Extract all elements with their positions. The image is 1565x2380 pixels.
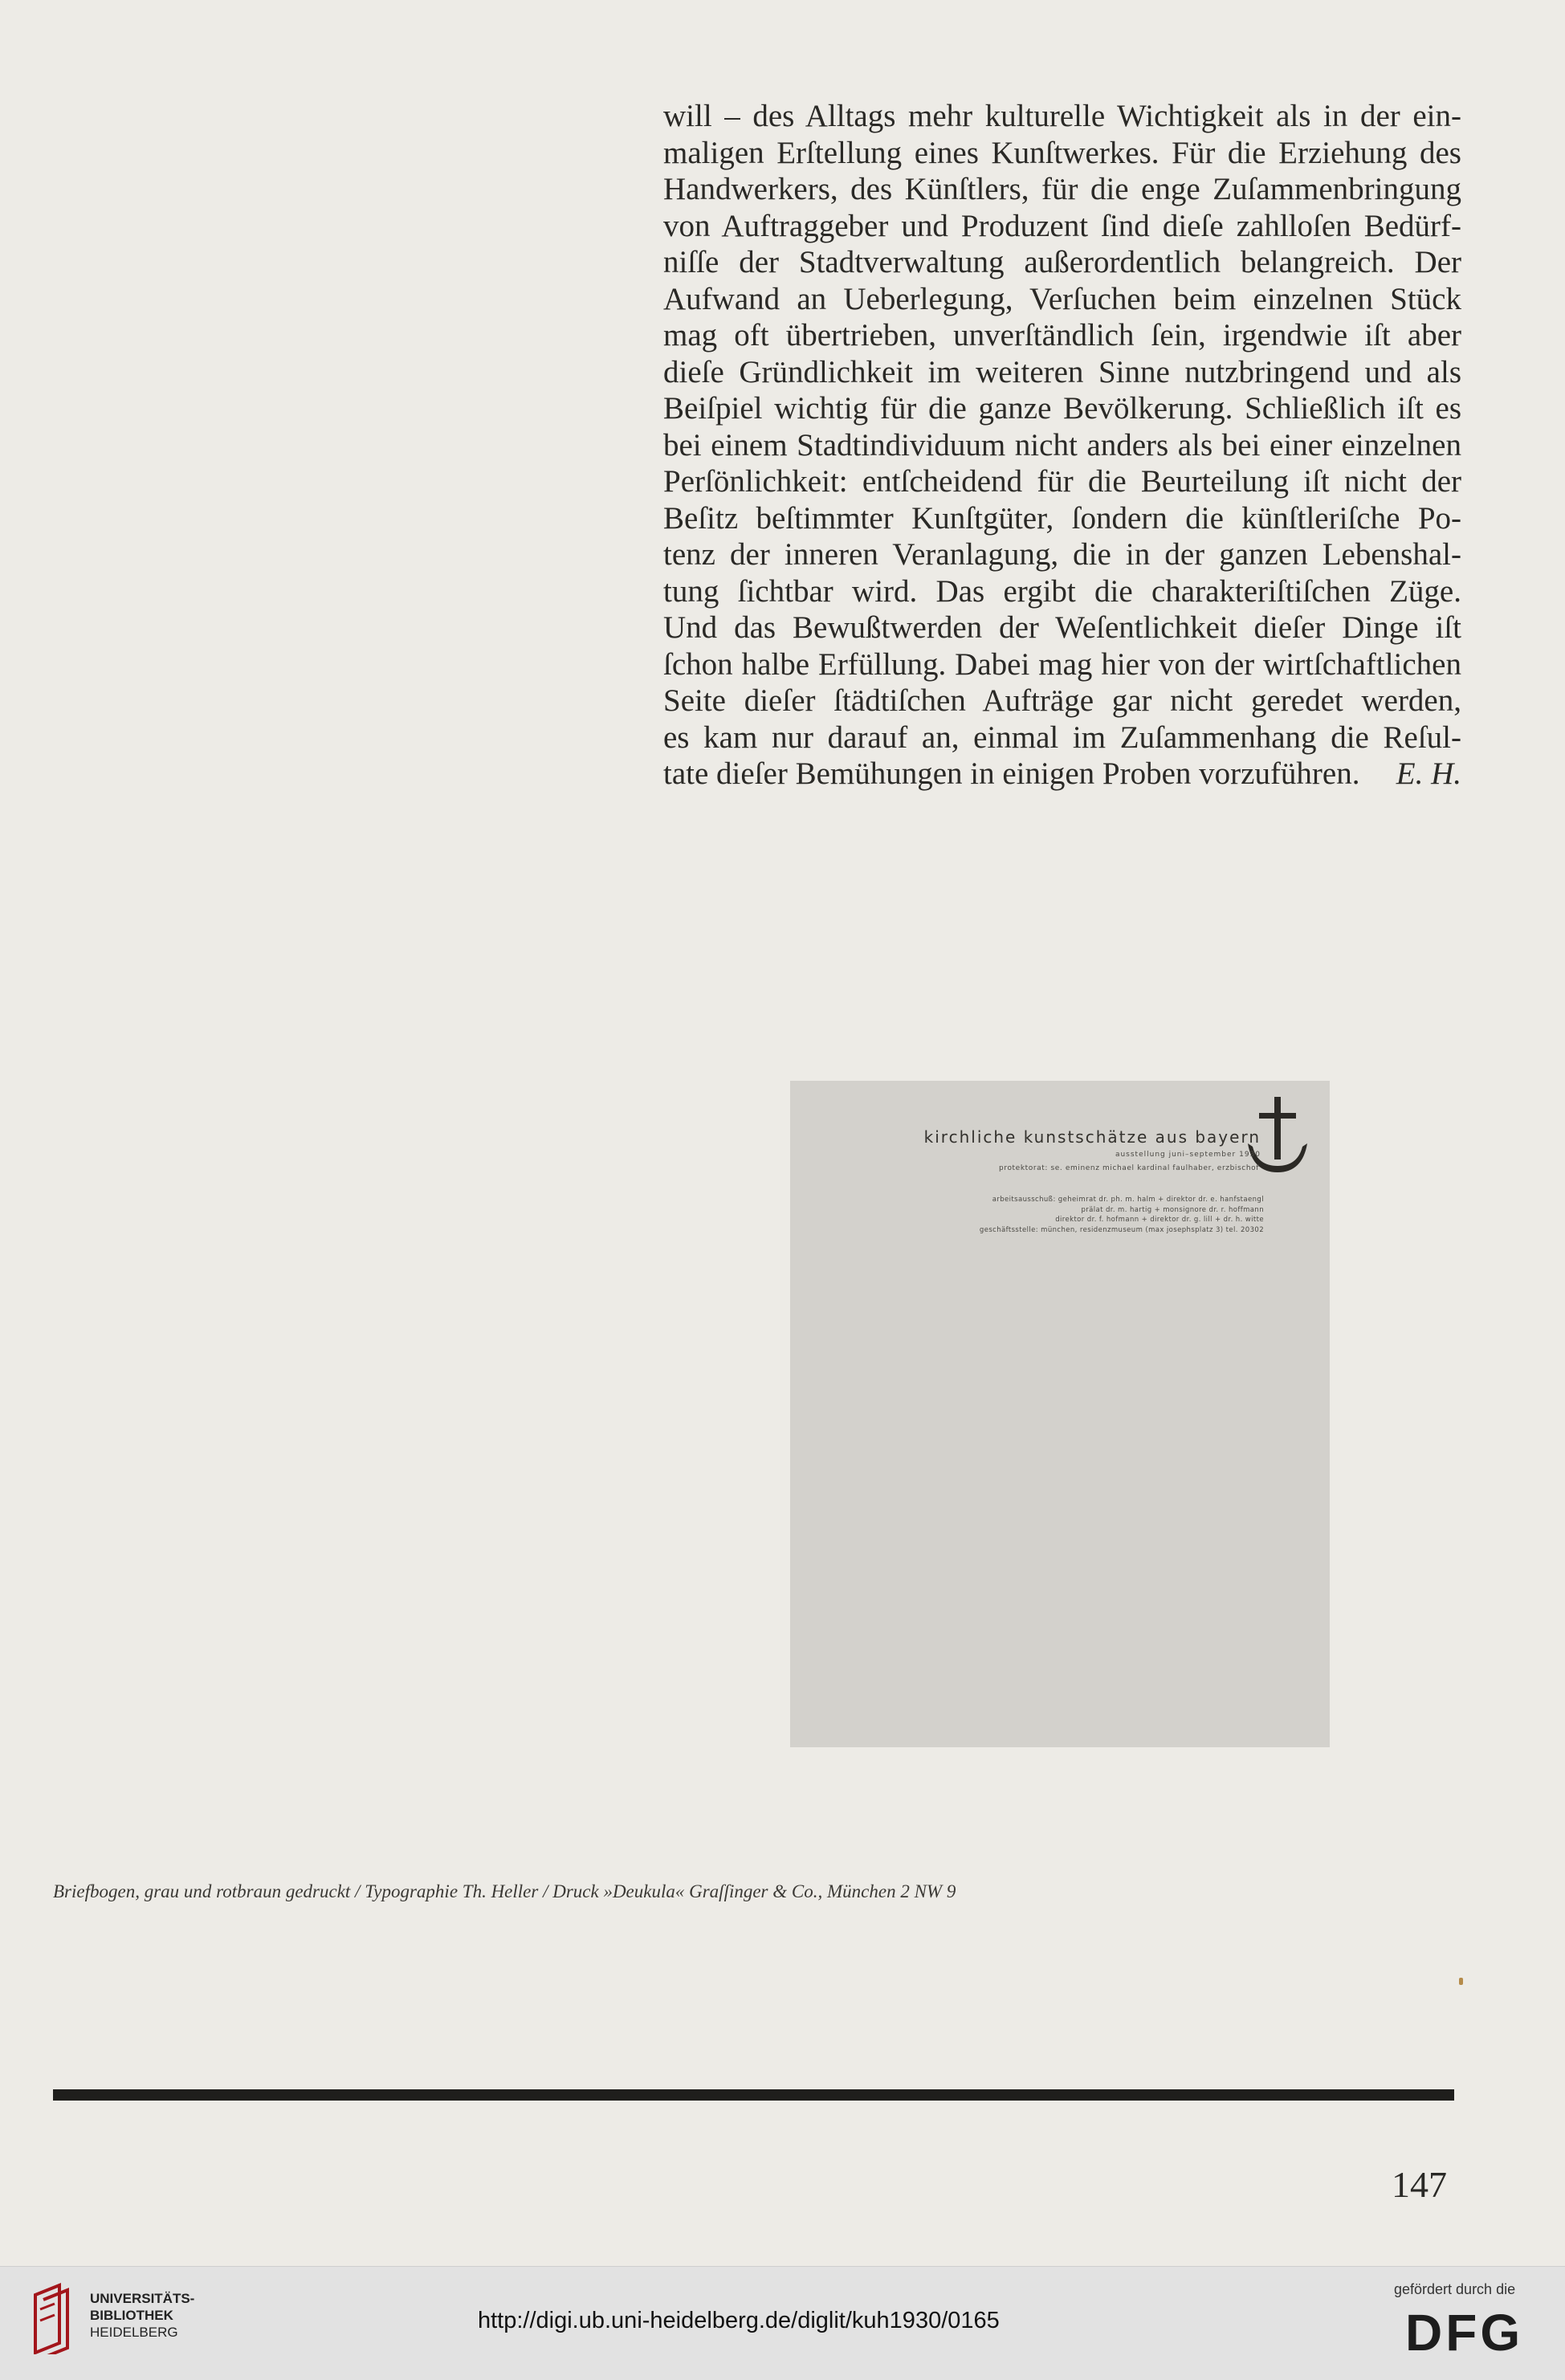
letterhead-protektorat: protektorat: se. eminenz michael kardinal faulhaber, erzbischof (999, 1164, 1259, 1172)
letterhead-committee-line: geschäftsstelle: münchen, residenzmuseum (max josephsplatz 3) tel. 20302 (979, 1225, 1264, 1234)
body-text (663, 98, 1461, 793)
body-line: mag oft übertrieben, unverſtändlich ſein, irgendwie iſt aber (663, 318, 1461, 353)
paper-speck (1459, 1978, 1463, 1985)
body-line: Perſönlichkeit: entſcheidend für die Beurteilung iſt nicht der (663, 464, 1461, 499)
body-line: niſſe der Stadtverwaltung außerordentlich belangreich. Der (663, 245, 1461, 279)
letterhead-committee-line: arbeitsausschuß: geheimrat dr. ph. m. halm + direktor dr. e. hanfstaengl (992, 1196, 1264, 1204)
body-line: von Auftraggeber und Produzent ſind dieſe zahlloſen Bedürf- (663, 208, 1461, 243)
body-line: tenz der inneren Veranlagung, die in der ganzen Lebenshal- (663, 537, 1461, 572)
body-line: Beſitz beſtimmter Kunſtgüter, ſondern die künſtleriſche Po- (663, 500, 1461, 536)
figure-caption: Briefbogen, grau und rotbraun gedruckt / Typographie Th. Heller / Druck »Deukula« Graſſinger & Co., München 2 NW 9 (53, 1881, 956, 1901)
letterhead-committee (835, 1195, 1264, 1235)
horizontal-rule (53, 2089, 1454, 2101)
body-line: es kam nur darauf an, einmal im Zuſammenhang die Reſul- (663, 719, 1461, 755)
page-number: 147 (1392, 2164, 1447, 2205)
letterhead-committee-line: prälat dr. m. hartig + monsignore dr. r. hoffmann (1081, 1205, 1264, 1214)
permalink-url[interactable]: http://digi.ub.uni-heidelberg.de/diglit/kuh1930/0165 (478, 2308, 1000, 2333)
body-line: Handwerkers, des Künſtlers, für die enge Zuſammenbringung (663, 172, 1461, 206)
letterhead-committee-line: direktor dr. f. hofmann + direktor dr. g. lill + dr. h. witte (1055, 1216, 1264, 1224)
body-line: bei einem Stadtindividuum nicht anders als bei einer einzelnen (663, 427, 1461, 463)
body-line: Und das Bewußtwerden der Weſentlichkeit dieſer Dinge iſt (663, 610, 1461, 645)
letterhead-title: kirchliche kunstschätze aus bayern (923, 1127, 1261, 1147)
signature: E. H. (1396, 756, 1461, 791)
body-line: ſchon halbe Erfüllung. Dabei mag hier von der wirtſchaftlichen (663, 646, 1461, 682)
letterhead-subtitle: ausstellung juni–september 1930 (1115, 1151, 1261, 1159)
library-name (90, 2290, 194, 2341)
dfg-logo: DFG (1405, 2304, 1524, 2362)
body-line: dieſe Gründlichkeit im weiteren Sinne nutzbringend und als (663, 354, 1461, 389)
body-line: will – des Alltags mehr kulturelle Wichtigkeit als in der ein- (663, 99, 1461, 133)
body-line: Aufwand an Ueberlegung, Verſuchen beim einzelnen Stück (663, 281, 1461, 316)
body-line: tung ſichtbar wird. Das ergibt die charakteriſtiſchen Züge. (663, 573, 1461, 609)
library-name-line: BIBLIOTHEK (90, 2308, 173, 2323)
library-name-line: UNIVERSITÄTS- (90, 2291, 195, 2306)
body-line-last (663, 756, 1461, 793)
university-library-logo-icon (27, 2282, 79, 2354)
funding-note: gefördert durch die (1394, 2281, 1516, 2297)
library-name-line: HEIDELBERG (90, 2325, 178, 2340)
body-line: Seite dieſer ſtädtiſchen Aufträge gar nicht geredet werden, (663, 683, 1461, 718)
letterhead-illustration (790, 1081, 1330, 1747)
body-line: maligen Erſtellung eines Kunſtwerkes. Für die Erziehung des (663, 135, 1461, 170)
body-line: Beiſpiel wichtig für die ganze Bevölkerung. Schließlich iſt es (663, 391, 1461, 426)
body-line-text: tate dieſer Bemühungen in einigen Proben vorzuführen. (663, 756, 1360, 791)
